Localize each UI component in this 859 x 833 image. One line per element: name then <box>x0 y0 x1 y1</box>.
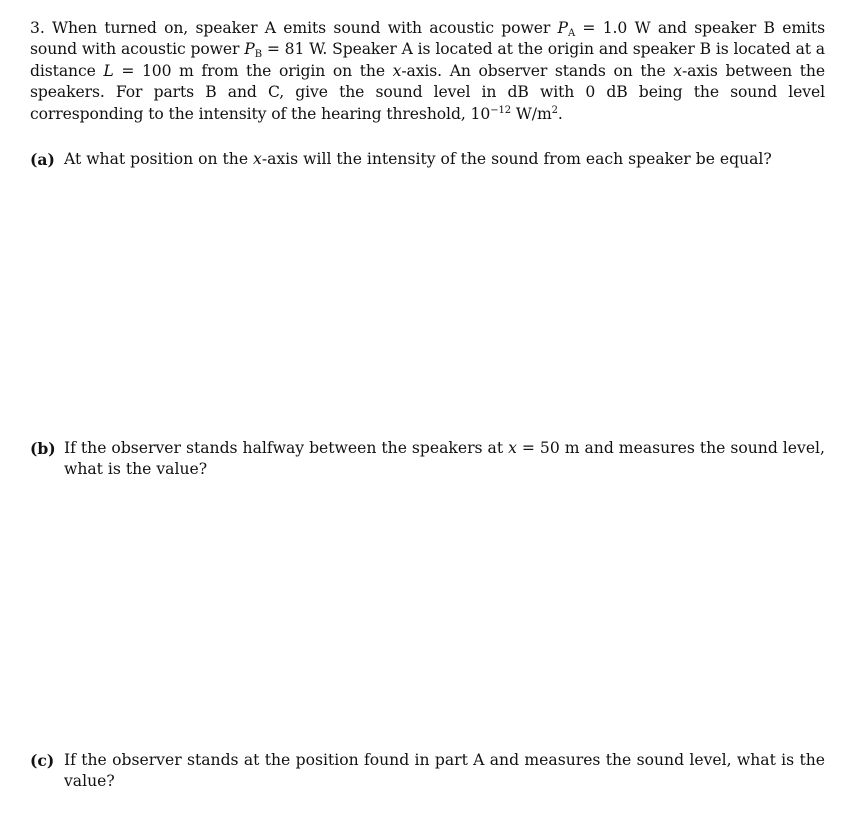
part-a-x-variable: x <box>253 150 262 168</box>
part-b-label: (b) <box>30 439 56 458</box>
part-a-text-1: At what position on the <box>64 150 254 168</box>
problem-text-2: -axis. An observer stands on the <box>401 61 674 80</box>
problem-text-3: -axis between the speakers. For parts B and C, give the sound level in dB with 0 dB being the sound level corresponding to the intensity of the hearing threshold, 10 <box>30 61 826 123</box>
part-a-question <box>64 149 825 170</box>
x-axis-variable-2: x <box>673 61 682 80</box>
problem-number: 3. <box>30 19 45 37</box>
part-a <box>30 149 825 170</box>
power-a-value: = 1.0 W and speaker B emits sound with acoustic power <box>30 19 825 59</box>
unit-exponent: 2 <box>551 104 558 116</box>
part-a-text-2: -axis will the intensity of the sound from each speaker be equal? <box>261 150 772 168</box>
power-a-variable: P <box>557 19 568 37</box>
x-axis-variable-1: x <box>392 61 402 80</box>
power-a-subscript: A <box>567 28 576 39</box>
intensity-unit: W/m <box>511 104 552 123</box>
problem-text-1: When turned on, speaker A emits sound with acoustic power <box>44 19 558 37</box>
power-b-value: = 81 W. Speaker A is located at the origin and speaker B is located at a distance <box>30 40 826 80</box>
threshold-exponent: −12 <box>490 104 511 116</box>
power-b-variable: P <box>244 40 255 59</box>
worksheet-page <box>30 18 826 791</box>
problem-statement <box>30 18 825 125</box>
problem-end: . <box>557 104 563 123</box>
distance-variable: L <box>103 61 114 80</box>
part-b <box>30 438 825 481</box>
part-a-label: (a) <box>30 150 55 169</box>
part-c-label: (c) <box>30 751 55 770</box>
distance-value: = 100 m from the origin on the <box>113 61 393 80</box>
part-b-text-1: If the observer stands halfway between the speakers at <box>64 439 509 457</box>
part-b-x-variable: x <box>508 439 517 457</box>
part-c-question: If the observer stands at the position found in part A and measures the sound level, what is the value? <box>64 751 825 791</box>
part-c <box>30 750 825 793</box>
power-b-subscript: B <box>254 49 262 61</box>
part-b-text-2: = 50 m and measures the sound level, what is the value? <box>64 439 825 479</box>
part-b-question <box>64 438 825 481</box>
